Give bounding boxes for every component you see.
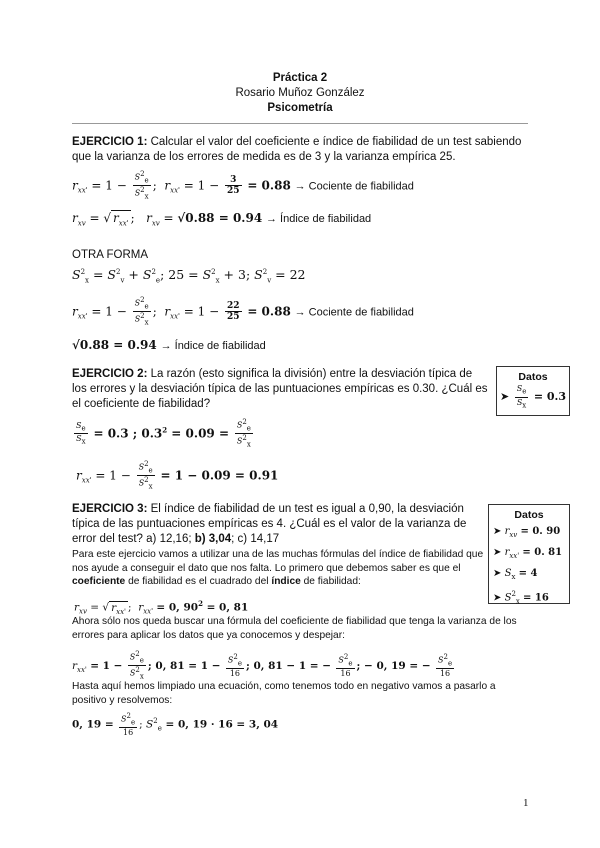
ex1-coef-alt-result: = 0.88 bbox=[247, 304, 291, 319]
ex2-text: La razón (esto significa la división) entre la desviación típica de los errores y la desviación típica de las puntuaciones empíricas es 0.30. ¿Cuál es el coeficiente de fiabilidad? bbox=[72, 368, 488, 410]
ex2-datos-box bbox=[496, 366, 570, 416]
ex2-eq1-part1: = 0.3 ; 0.3 bbox=[93, 426, 163, 441]
ex2-datos-title: Datos bbox=[518, 371, 548, 383]
ex1-coef-label: → Cociente de fiabilidad bbox=[294, 180, 414, 193]
ex3-statement bbox=[72, 502, 482, 547]
ex1-index-alt-calc: √0.88 = 0.94 bbox=[72, 338, 157, 352]
ex3-answer-b: b) 3,04 bbox=[194, 533, 232, 545]
ex1-statement bbox=[72, 135, 530, 165]
ex3-label: EJERCICIO 3: bbox=[72, 503, 148, 515]
ex1-index-alt bbox=[72, 337, 266, 354]
ex2-result: = 1 − 0.09 = 0.91 bbox=[160, 468, 279, 483]
ex1-index-alt-label: → Índice de fiabilidad bbox=[160, 340, 266, 352]
ex1-text: Calcular el valor del coeficiente e índice de fiabilidad de un test sabiendo que la varianza de los errores de medida es de 3 y la varianza empírica 25. bbox=[72, 136, 522, 163]
ex2-datos-value: = 0.3 bbox=[533, 390, 567, 404]
ex3-datos-title: Datos bbox=[514, 509, 544, 521]
ex3-answer-c: ; c) 14,17 bbox=[231, 533, 280, 545]
ex3-paragraph-1 bbox=[72, 548, 484, 589]
ex3-p1-text: Para este ejercicio vamos a utilizar una de las muchas fórmulas del índice de fiabilidad que nos ayude a conseguir el dato que nos falta. Lo primero que debemos saber es que el bbox=[72, 549, 484, 574]
ex1-variance-decomposition: $S^2_x = S^2_v + S^2_e$; $25 = S^2_x + 3$; $S^2_v = 22$ bbox=[72, 267, 306, 285]
ex3-formula-1: $r_{xv}$ = √ $r_{xx'}$ ; $r_{xx'} = 0$, $90^2 = 0$, 81 bbox=[74, 599, 249, 616]
ex3-eq1-part1: = 0, 90 bbox=[156, 601, 199, 614]
ex3-datos-item: ➤ $r_{xv} = 0$. 90 bbox=[493, 526, 561, 539]
ex3-text: El índice de fiabilidad de un test es igual a 0,90, la desviación típica de las puntuaciones empíricas es 4. ¿Cuál es el valor de la varianza de error del test? a) 12,16; bbox=[72, 503, 467, 545]
ex3-eq2-part1: ; 0, 81 = 1 − bbox=[147, 659, 221, 672]
bullet-arrow-icon: ➤ bbox=[493, 592, 502, 604]
ex3-paragraph-2: Ahora sólo nos queda buscar una fórmula del coeficiente de fiabilidad que tenga la varianza de los errores para aplicar los datos que ya conocemos y despejar: bbox=[72, 616, 517, 641]
ex1-decomp-part3: = 22 bbox=[271, 267, 306, 283]
ex3-datos-item: ➤ $S_x = 4$ bbox=[493, 568, 538, 581]
header-rule bbox=[72, 123, 528, 124]
ex3-formula-2: $r_{xx'} = 1$ − $\frac{S^2_e}{S^2_x}$ ; 0, 81 = 1 − $\frac{S^2_e}{16}$ ; 0, 81 − 1 = − $\frac{S^2_e}{16}$ ; − 0, 19 = − $\frac{S^2_e}{16}$ bbox=[72, 650, 453, 681]
ex1-otra-forma: OTRA FORMA bbox=[72, 249, 149, 261]
ex3-eq3-part1: 0, 19 = bbox=[72, 718, 114, 731]
ex3-datos-box bbox=[488, 504, 570, 604]
ex1-formula-index: $r_{xv}$ = √ $r_{xx'}$ ; $r_{xv} = √0.88 = 0.94$ → Índice de fiabilidad bbox=[72, 211, 372, 228]
ex3-p1-bold-coef: coeficiente bbox=[72, 576, 126, 587]
ex2-label: EJERCICIO 2: bbox=[72, 368, 148, 380]
ex3-formula-3: 0, 19 = $\frac{S^2_e}{16}$ ; $S^2_e = 0$, 19 · 16 = 3, 04 bbox=[72, 712, 279, 738]
bullet-arrow-icon: ➤ bbox=[500, 390, 510, 404]
ex2-datos-item: ➤ $\frac{S_e}{S_x}$ = 0.3 bbox=[500, 384, 567, 410]
ex1-index-label: → Índice de fiabilidad bbox=[266, 213, 372, 225]
ex3-p1-end: de fiabilidad: bbox=[300, 576, 361, 587]
ex1-decomp-part1: ; 25 = bbox=[160, 267, 203, 283]
ex1-coef-alt-label: → Cociente de fiabilidad bbox=[294, 306, 414, 319]
ex1-formula-coef: $r_{xx'} = 1$ − $\frac{S^2_e}{S^2_x}$ ; $r_{xx'} = 1$ − $\frac{3}{25}$ = 0.88 → Cociente de fiabilidad bbox=[72, 170, 414, 201]
ex3-datos-sx: = 4 bbox=[518, 568, 538, 579]
ex3-datos-item: ➤ $r_{xx'} = 0$. 81 bbox=[493, 547, 563, 560]
ex3-datos-item: ➤ $S^2_x = 16$ bbox=[493, 590, 549, 606]
ex1-coef-result: = 0.88 bbox=[247, 178, 291, 193]
bullet-arrow-icon: ➤ bbox=[493, 547, 502, 558]
ex1-decomp-part2: + 3; bbox=[219, 267, 251, 283]
author-name: Rosario Muñoz González bbox=[235, 87, 365, 99]
document-title: Práctica 2 bbox=[272, 72, 328, 84]
ex2-formula-2: $r_{xx'} = 1$ − $\frac{S^2_e}{S^2_x}$ = 1 − 0.09 = 0.91 bbox=[76, 460, 279, 491]
ex2-formula-1: $\frac{S_e}{S_x}$ = 0.3 ; $0.3^2 = 0.09$ = $\frac{S^2_e}{S^2_x}$ bbox=[76, 418, 251, 449]
page-number: 1 bbox=[523, 797, 529, 809]
ex3-datos-rxx: = 0. 81 bbox=[522, 547, 563, 558]
subject-name: Psicometría bbox=[267, 102, 333, 114]
bullet-arrow-icon: ➤ bbox=[493, 526, 502, 537]
ex3-eq2-part2: ; 0, 81 − 1 = − bbox=[245, 659, 332, 672]
ex3-eq1-part2: = 0, 81 bbox=[202, 601, 249, 614]
ex3-p1-mid: de fiabilidad es el cuadrado del bbox=[125, 576, 272, 587]
ex2-statement bbox=[72, 367, 488, 412]
ex3-eq3-part2: = 0, 19 · 16 = 3, 04 bbox=[161, 718, 279, 731]
ex2-eq1-part2: = 0.09 = bbox=[167, 426, 229, 441]
ex1-label: EJERCICIO 1: bbox=[72, 136, 148, 148]
ex3-paragraph-3: Hasta aquí hemos limpiado una ecuación, como tenemos todo en negativo vamos a pasarlo a positivo y resolvemos: bbox=[72, 681, 496, 706]
bullet-arrow-icon: ➤ bbox=[493, 568, 502, 579]
ex3-p1-bold-index: índice bbox=[271, 576, 301, 587]
ex3-eq2-part3: ; − 0, 19 = − bbox=[356, 659, 431, 672]
ex1-formula-coef-alt: $r_{xx'} = 1$ − $\frac{S^2_e}{S^2_x}$ ; $r_{xx'} = 1$ − $\frac{22}{25}$ = 0.88 → Cociente de fiabilidad bbox=[72, 296, 414, 327]
ex1-index-calc: √0.88 = 0.94 bbox=[177, 211, 263, 225]
ex3-datos-sx2: = 16 bbox=[523, 592, 549, 604]
ex3-datos-rxv: = 0. 90 bbox=[520, 526, 561, 537]
